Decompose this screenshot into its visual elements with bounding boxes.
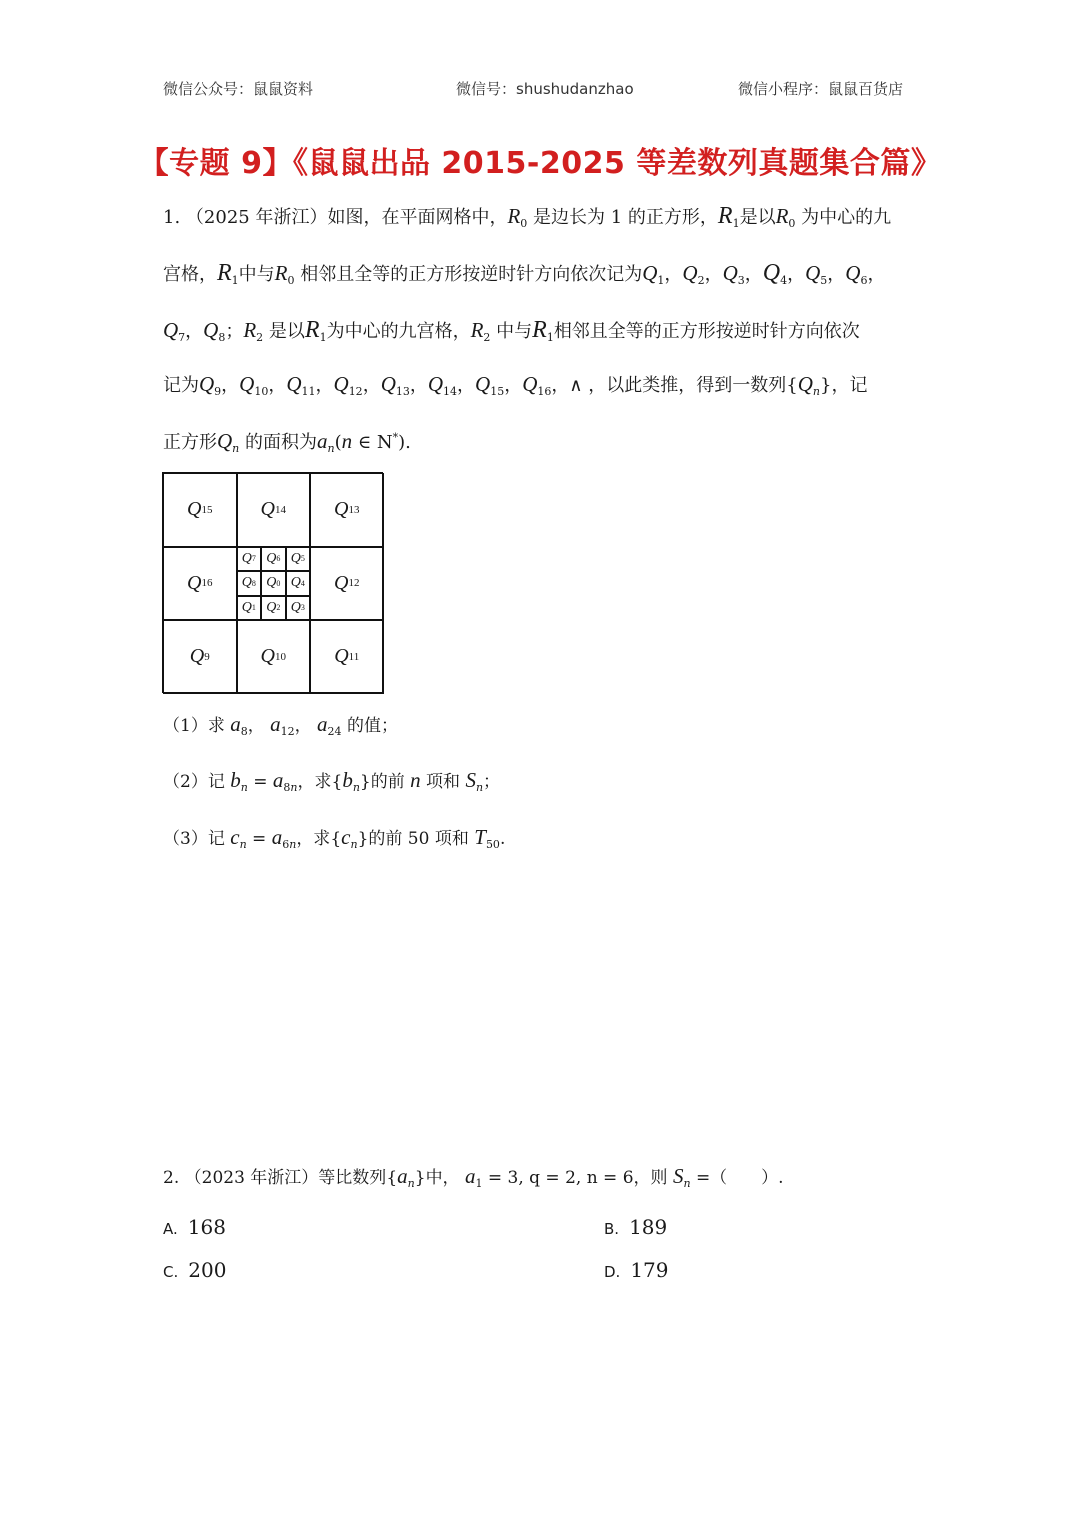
option-a-value: 168: [187, 1215, 226, 1239]
inner-grid: [237, 547, 311, 621]
q1-number: 1.: [163, 207, 181, 228]
q2-end: ，则: [633, 1168, 668, 1188]
sub1-suffix: 的值；: [346, 716, 398, 736]
sub3-prefix: （3）记: [163, 829, 225, 849]
q1-sub-3: （3）记 $c_n = a_{6n}$，求$\{c_n\}$的前 50 项和 $T_{50}$.: [163, 825, 506, 851]
q1-sub-2: （2）记 $b_n = a_{8n}$，求$\{b_n\}$的前 n 项和 $S_n$；: [163, 768, 501, 794]
q2-blank: =（ ）.: [695, 1168, 784, 1188]
grid-cell: Q 16: [163, 547, 237, 621]
q2-number: 2.: [163, 1168, 180, 1188]
header-right: 微信小程序：鼠鼠百货店: [738, 80, 904, 98]
option-d-value: 179: [630, 1258, 669, 1282]
q2-mid: 中，: [425, 1168, 460, 1188]
grid-cell: Q 10: [237, 620, 311, 694]
inner-cell: Q 1: [237, 596, 262, 621]
page-title: 【专题 9】《鼠鼠出品 2015-2025 等差数列真题集合篇》: [138, 146, 942, 181]
option-c-label: C.: [163, 1263, 179, 1281]
q1-sub-1: （1）求 $a_8$， $a_{12}$， $a_{24}$ 的值；: [163, 712, 398, 738]
option-b-label: B.: [604, 1220, 620, 1238]
grid-cell: Q 9: [163, 620, 237, 694]
inner-cell: Q 6: [261, 547, 286, 572]
q2-line: 2. （2023 年浙江）等比数列$\{a_n\}$中， $a_1 = 3$, q = 2, n = 6，则 $S_n$ =（ ）.: [163, 1164, 784, 1190]
q1-line-2: 宫格，$R_1$中与$R_0$ 相邻且全等的正方形按逆时针方向依次记为$Q_1$，$Q_2$，$Q_3$，$Q_4$，$Q_5$，$Q_6$，: [163, 260, 886, 287]
grid-cell: Q 11: [310, 620, 384, 694]
grid-cell: Q 13: [310, 473, 384, 547]
option-c[interactable]: [163, 1258, 226, 1282]
option-c-value: 200: [188, 1258, 227, 1282]
q1-line-3: $Q_7$，$Q_8$；$R_2$ 是以$R_1$为中心的九宫格，$R_2$ 中与$R_1$相邻且全等的正方形按逆时针方向依次: [163, 317, 860, 344]
sub3-mid: ，求: [296, 829, 331, 849]
inner-cell: Q 0: [261, 571, 286, 596]
option-b-value: 189: [629, 1215, 668, 1239]
grid-cell: Q 12: [310, 547, 384, 621]
option-b[interactable]: [604, 1215, 667, 1239]
q2-condition: = 3, q = 2, n = 6: [487, 1168, 634, 1188]
sub2-mid: ，求: [297, 772, 332, 792]
q2-text: （2023 年浙江）等比数列: [184, 1168, 387, 1188]
option-a-label: A.: [163, 1220, 178, 1238]
sub2-prefix: （2）记: [163, 772, 225, 792]
sub2-end: 的前: [370, 772, 405, 792]
header-center: 微信号：shushudanzhao: [456, 80, 634, 98]
inner-cell: Q 7: [237, 547, 262, 572]
q1-source: （2025 年浙江）如图，在平面网格中，: [185, 207, 508, 228]
option-d[interactable]: [604, 1258, 669, 1282]
inner-cell: Q 3: [286, 596, 311, 621]
inner-cell: Q 8: [237, 571, 262, 596]
option-d-label: D.: [604, 1263, 621, 1281]
option-a[interactable]: [163, 1215, 226, 1239]
q1-line-5: 正方形$Q_n$ 的面积为$a_n(n$ ∈ N*).: [163, 429, 411, 455]
inner-cell: Q 2: [261, 596, 286, 621]
grid-cell: Q 14: [237, 473, 311, 547]
grid-cell: Q 15: [163, 473, 237, 547]
nine-grid-figure: [162, 472, 383, 693]
q1-line-1: 1. （2025 年浙江）如图，在平面网格中，$R_0$ 是边长为 1 的正方形，$R_1$是以$R_0$ 为中心的九: [163, 203, 892, 230]
sub2-end2: 项和: [426, 772, 461, 792]
inner-cell: Q 4: [286, 571, 311, 596]
sub1-prefix: （1）求: [163, 716, 225, 736]
sub3-end: 的前 50 项和: [368, 829, 469, 849]
inner-cell: Q 5: [286, 547, 311, 572]
q1-line-4: 记为$Q_9$，$Q_{10}$，$Q_{11}$，$Q_{12}$，$Q_{13}$，$Q_{14}$，$Q_{15}$，$Q_{16}$，∧ ，以此类推，得到一数列$\{Q_n\}$，记: [163, 372, 868, 398]
header-left: 微信公众号：鼠鼠资料: [163, 80, 314, 98]
